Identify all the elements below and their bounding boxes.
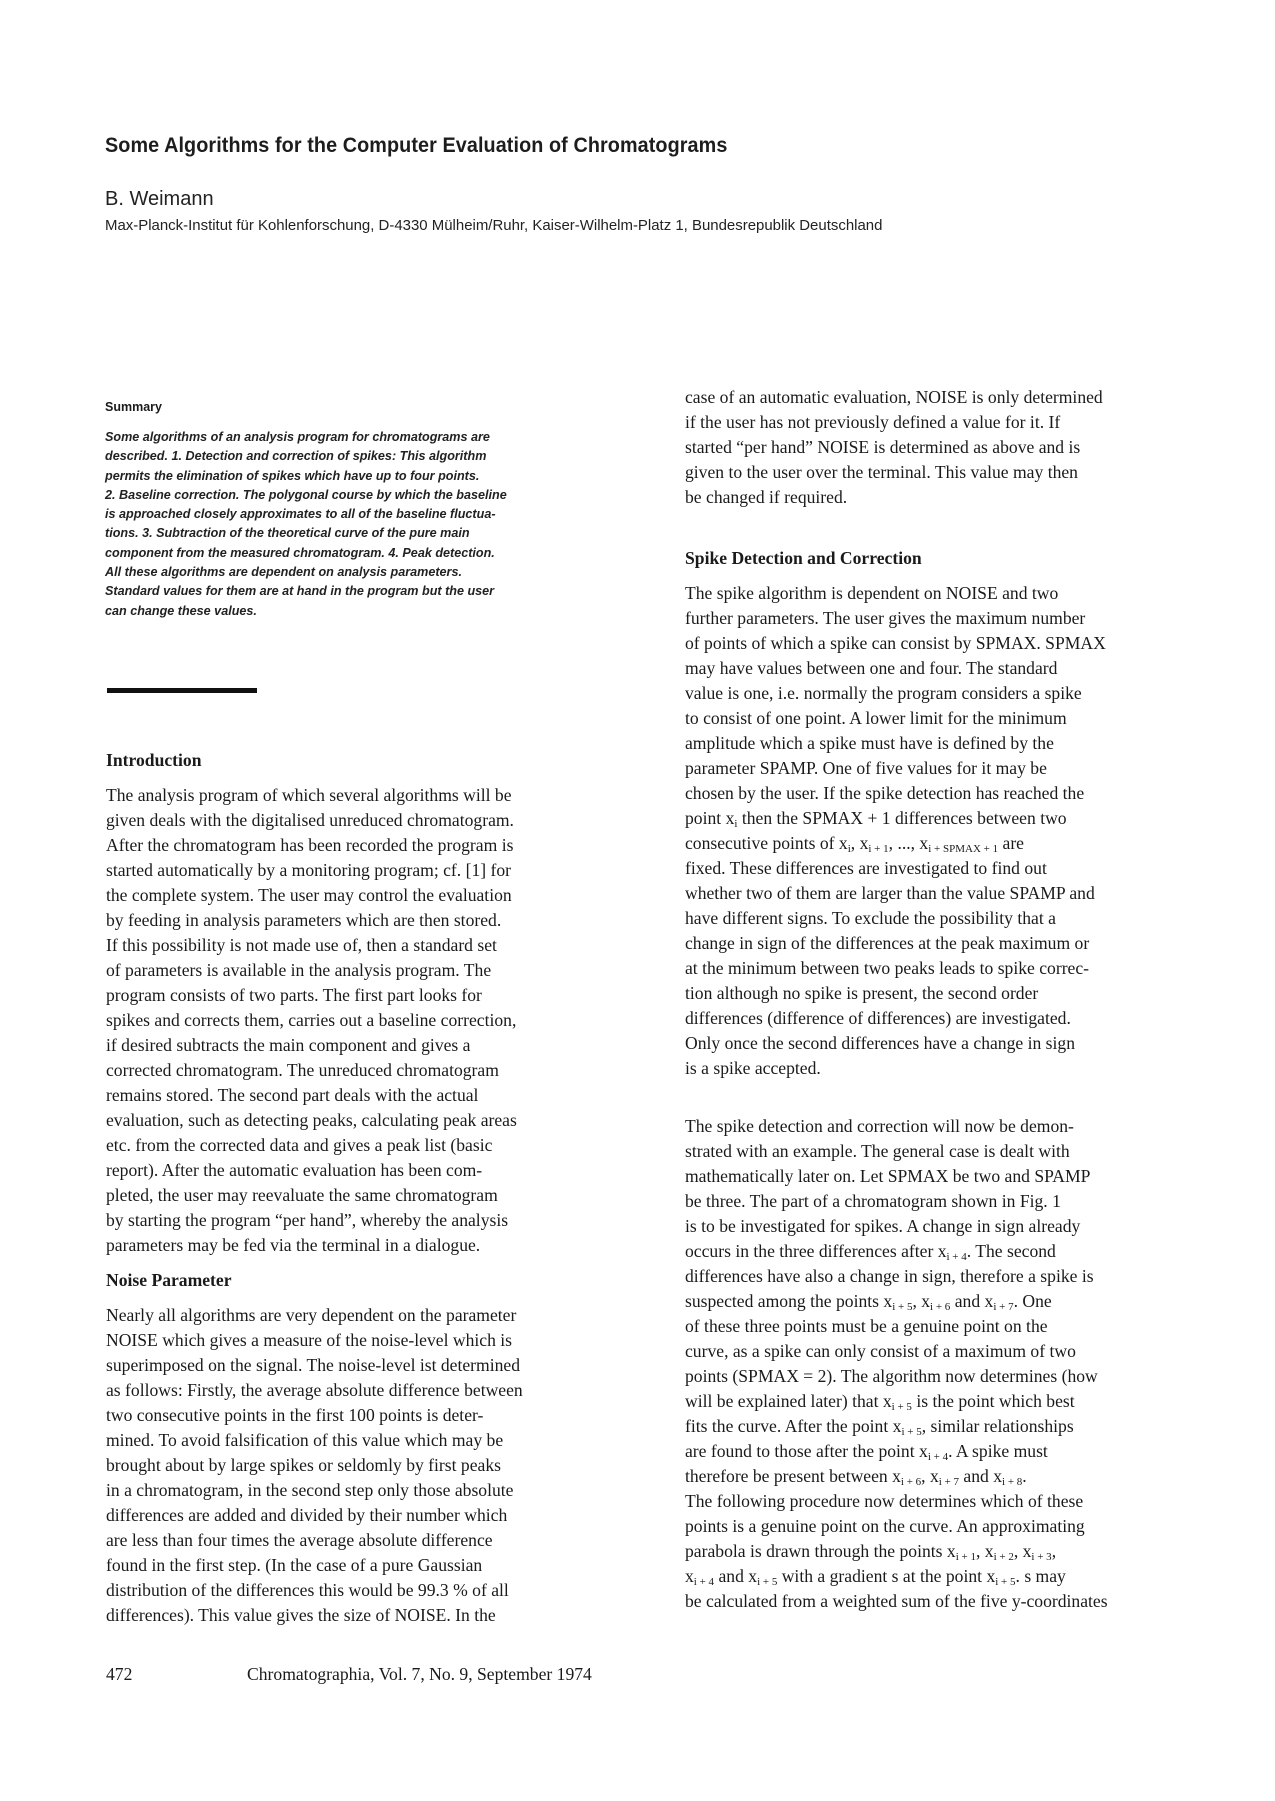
text-line: given to the user over the terminal. This value may then bbox=[685, 462, 1078, 482]
introduction-heading: Introduction bbox=[106, 750, 202, 770]
text-line: by feeding in analysis parameters which are then stored. bbox=[106, 910, 502, 930]
text-line: the complete system. The user may control the evaluation bbox=[106, 885, 512, 905]
text-line: strated with an example. The general case is dealt with bbox=[685, 1141, 1070, 1161]
summary-line: tions. 3. Subtraction of the theoretical curve of the pure main bbox=[105, 526, 470, 541]
text-line: to consist of one point. A lower limit for the minimum bbox=[685, 708, 1067, 728]
text-line: therefore be present between $x_{i + 6}$, $x_{i + 7}$ and $x_{i + 8}$. bbox=[685, 1466, 1027, 1488]
text-line: After the chromatogram has been recorded the program is bbox=[106, 835, 514, 855]
summary-line: described. 1. Detection and correction of spikes: This algorithm bbox=[105, 449, 487, 464]
text-line: superimposed on the signal. The noise-level ist determined bbox=[106, 1355, 521, 1375]
text-line: is to be investigated for spikes. A change in sign already bbox=[685, 1216, 1081, 1236]
paper-title: Some Algorithms for the Computer Evaluation of Chromatograms bbox=[105, 133, 728, 157]
text-line: parameter SPAMP. One of five values for it may be bbox=[685, 758, 1047, 778]
text-line: mined. To avoid falsification of this value which may be bbox=[106, 1430, 504, 1450]
text-line: in a chromatogram, in the second step only those absolute bbox=[106, 1480, 514, 1500]
text-line: will be explained later) that $x_{i + 5}$ is the point which best bbox=[685, 1391, 1075, 1413]
text-line: whether two of them are larger than the value SPAMP and bbox=[685, 883, 1095, 903]
text-line: of these three points must be a genuine point on the bbox=[685, 1316, 1048, 1336]
summary-text bbox=[105, 428, 605, 621]
text-line: tion although no spike is present, the second order bbox=[685, 983, 1039, 1003]
text-line: chosen by the user. If the spike detection has reached the bbox=[685, 783, 1085, 803]
introduction-paragraph bbox=[106, 783, 606, 1258]
text-line: consecutive points of $x_i$, $x_{i + 1}$, ..., $x_{i + SPMAX + 1}$ are bbox=[685, 833, 1024, 855]
section-divider bbox=[107, 688, 257, 693]
text-line: remains stored. The second part deals with the actual bbox=[106, 1085, 479, 1105]
noise-parameter-heading: Noise Parameter bbox=[106, 1270, 232, 1290]
text-line: The analysis program of which several algorithms will be bbox=[106, 785, 512, 805]
text-line: are found to those after the point $x_{i + 4}$. A spike must bbox=[685, 1441, 1048, 1463]
noise-paragraph-continued bbox=[685, 385, 1185, 510]
text-line: further parameters. The user gives the maximum number bbox=[685, 608, 1086, 628]
text-line: The spike detection and correction will now be demon- bbox=[685, 1116, 1074, 1136]
summary-line: Some algorithms of an analysis program for chromatograms are bbox=[105, 430, 490, 444]
text-line: The following procedure now determines which of these bbox=[685, 1491, 1084, 1511]
text-line: spikes and corrects them, carries out a baseline correction, bbox=[106, 1010, 517, 1030]
text-line: is a spike accepted. bbox=[685, 1058, 821, 1078]
text-line: mathematically later on. Let SPMAX be two and SPAMP bbox=[685, 1166, 1091, 1186]
summary-line: 2. Baseline correction. The polygonal course by which the baseline bbox=[105, 487, 507, 502]
text-line: report). After the automatic evaluation has been com- bbox=[106, 1160, 483, 1180]
left-column bbox=[106, 748, 606, 1628]
text-line: corrected chromatogram. The unreduced chromatogram bbox=[106, 1060, 499, 1080]
text-line: of parameters is available in the analysis program. The bbox=[106, 960, 492, 980]
text-line: two consecutive points in the first 100 points is deter- bbox=[106, 1405, 484, 1425]
noise-paragraph bbox=[106, 1303, 606, 1628]
text-line: differences). This value gives the size of NOISE. In the bbox=[106, 1605, 496, 1625]
text-line: if the user has not previously defined a value for it. If bbox=[685, 412, 1061, 432]
text-line: distribution of the differences this would be 99.3 % of all bbox=[106, 1580, 509, 1600]
summary-line: All these algorithms are dependent on analysis parameters. bbox=[105, 565, 462, 580]
text-line: be calculated from a weighted sum of the five y-coordinates bbox=[685, 1591, 1108, 1611]
text-line: case of an automatic evaluation, NOISE is only determined bbox=[685, 387, 1103, 407]
text-line: point $x_i$ then the SPMAX + 1 differences between two bbox=[685, 808, 1067, 830]
right-column bbox=[685, 385, 1185, 1614]
author-name: B. Weimann bbox=[105, 188, 214, 210]
text-line: amplitude which a spike must have is defined by the bbox=[685, 733, 1054, 753]
text-line: Nearly all algorithms are very dependent on the parameter bbox=[106, 1305, 517, 1325]
text-line: suspected among the points $x_{i + 5}$, $x_{i + 6}$ and $x_{i + 7}$. One bbox=[685, 1291, 1052, 1313]
text-line: brought about by large spikes or seldomly by first peaks bbox=[106, 1455, 501, 1475]
spike-paragraph-2 bbox=[685, 1114, 1185, 1614]
spike-detection-heading: Spike Detection and Correction bbox=[685, 548, 922, 568]
journal-citation: Chromatographia, Vol. 7, No. 9, September 1974 bbox=[247, 1664, 592, 1684]
text-line: $x_{i + 4}$ and $x_{i + 5}$ with a gradient s at the point $x_{i + 5}$. s may bbox=[685, 1566, 1066, 1588]
author-affiliation: Max-Planck-Institut für Kohlenforschung, D-4330 Mülheim/Ruhr, Kaiser-Wilhelm-Platz 1, Bundesrepublik Deutschland bbox=[105, 217, 883, 234]
text-line: occurs in the three differences after $x_{i + 4}$. The second bbox=[685, 1241, 1056, 1263]
text-line: program consists of two parts. The first part looks for bbox=[106, 985, 482, 1005]
summary-line: can change these values. bbox=[105, 603, 257, 618]
text-line: If this possibility is not made use of, then a standard set bbox=[106, 935, 497, 955]
text-line: by starting the program “per hand”, whereby the analysis bbox=[106, 1210, 509, 1230]
text-line: parabola is drawn through the points $x_{i + 1}$, $x_{i + 2}$, $x_{i + 3}$, bbox=[685, 1541, 1057, 1563]
text-line: NOISE which gives a measure of the noise-level which is bbox=[106, 1330, 513, 1350]
text-line: given deals with the digitalised unreduced chromatogram. bbox=[106, 810, 514, 830]
summary-line: permits the elimination of spikes which have up to four points. bbox=[105, 468, 480, 483]
text-line: differences have also a change in sign, therefore a spike is bbox=[685, 1266, 1094, 1286]
text-line: The spike algorithm is dependent on NOISE and two bbox=[685, 583, 1059, 603]
text-line: fits the curve. After the point $x_{i + 5}$, similar relationships bbox=[685, 1416, 1074, 1438]
text-line: if desired subtracts the main component and gives a bbox=[106, 1035, 471, 1055]
text-line: parameters may be fed via the terminal in a dialogue. bbox=[106, 1235, 481, 1255]
text-line: as follows: Firstly, the average absolute difference between bbox=[106, 1380, 523, 1400]
text-line: curve, as a spike can only consist of a maximum of two bbox=[685, 1341, 1076, 1361]
summary-line: Standard values for them are at hand in the program but the user bbox=[105, 584, 495, 599]
text-line: be changed if required. bbox=[685, 487, 848, 507]
text-line: at the minimum between two peaks leads to spike correc- bbox=[685, 958, 1090, 978]
text-line: started “per hand” NOISE is determined as above and is bbox=[685, 437, 1081, 457]
summary-heading: Summary bbox=[105, 400, 162, 414]
text-line: of points of which a spike can consist by SPMAX. SPMAX bbox=[685, 633, 1106, 653]
text-line: differences are added and divided by their number which bbox=[106, 1505, 508, 1525]
text-line: Only once the second differences have a change in sign bbox=[685, 1033, 1076, 1053]
text-line: points is a genuine point on the curve. An approximating bbox=[685, 1516, 1085, 1536]
text-line: found in the first step. (In the case of a pure Gaussian bbox=[106, 1555, 483, 1575]
text-line: etc. from the corrected data and gives a peak list (basic bbox=[106, 1135, 493, 1155]
text-line: have different signs. To exclude the possibility that a bbox=[685, 908, 1056, 928]
text-line: fixed. These differences are investigated to find out bbox=[685, 858, 1047, 878]
spike-paragraph-1 bbox=[685, 581, 1185, 1081]
text-line: pleted, the user may reevaluate the same chromatogram bbox=[106, 1185, 498, 1205]
text-line: are less than four times the average absolute difference bbox=[106, 1530, 493, 1550]
text-line: be three. The part of a chromatogram shown in Fig. 1 bbox=[685, 1191, 1061, 1211]
text-line: may have values between one and four. The standard bbox=[685, 658, 1058, 678]
text-line: evaluation, such as detecting peaks, calculating peak areas bbox=[106, 1110, 517, 1130]
text-line: value is one, i.e. normally the program considers a spike bbox=[685, 683, 1082, 703]
text-line: started automatically by a monitoring program; cf. [1] for bbox=[106, 860, 512, 880]
summary-line: component from the measured chromatogram. 4. Peak detection. bbox=[105, 545, 495, 560]
page-number: 472 bbox=[106, 1664, 133, 1684]
text-line: change in sign of the differences at the peak maximum or bbox=[685, 933, 1090, 953]
text-line: differences (difference of differences) are investigated. bbox=[685, 1008, 1071, 1028]
text-line: points (SPMAX = 2). The algorithm now determines (how bbox=[685, 1366, 1098, 1386]
summary-line: is approached closely approximates to all of the baseline fluctua- bbox=[105, 507, 496, 522]
